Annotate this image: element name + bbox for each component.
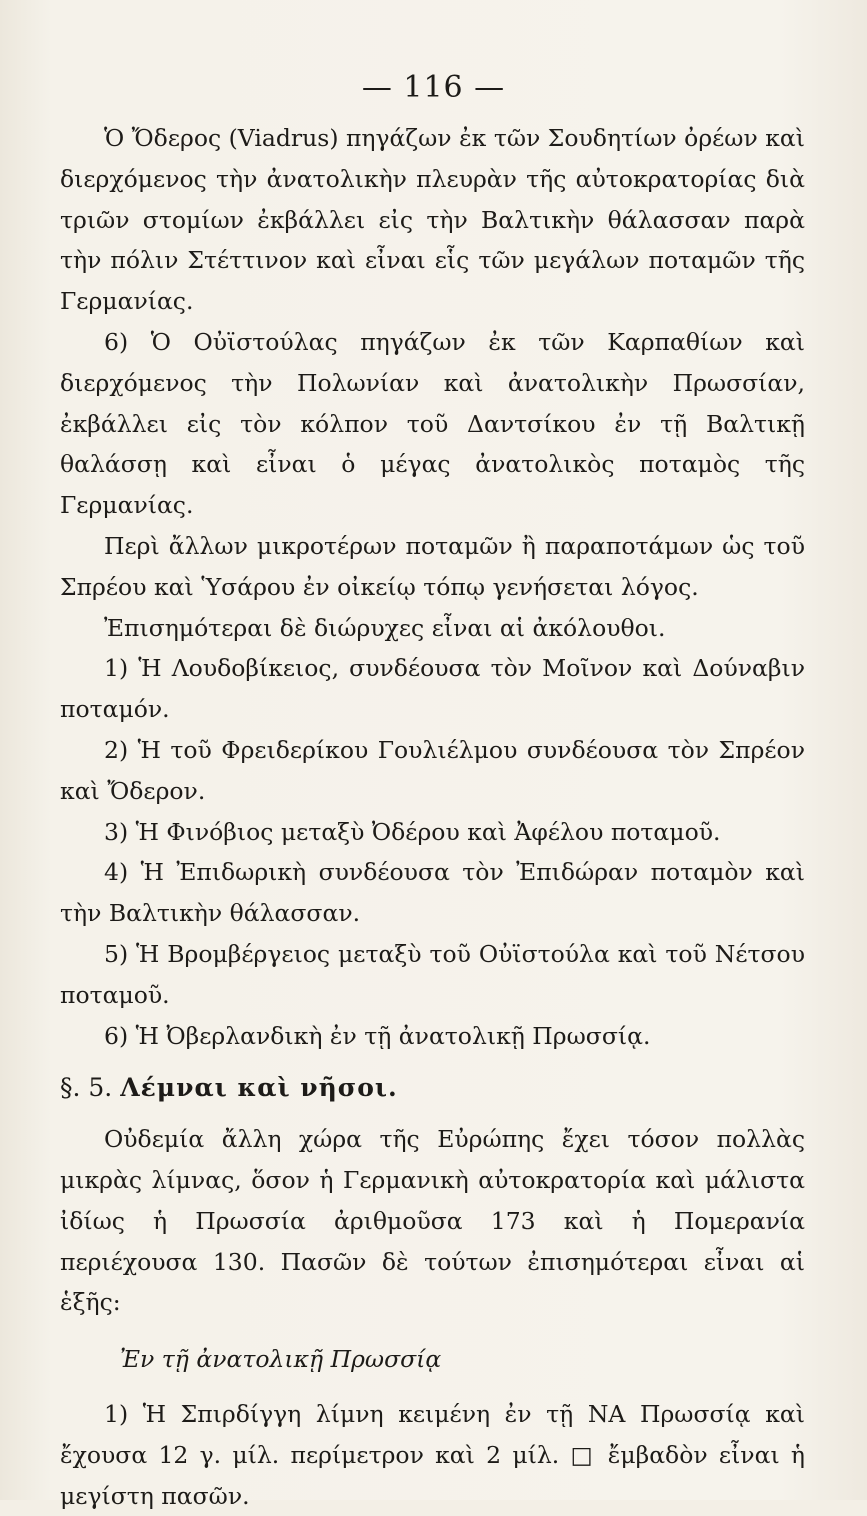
section-heading bbox=[60, 1068, 805, 1109]
canal-item-4: 4) Ἡ Ἐπιδωρικὴ συνδέουσα τὸν Ἐπιδώραν ποταμὸν καὶ τὴν Βαλτικὴν θάλασσαν. bbox=[60, 858, 805, 928]
page-body bbox=[60, 118, 805, 1516]
paragraph-lakes: Οὐδεμία ἄλλη χώρα τῆς Εὐρώπης ἔχει τόσον πολλὰς μικρὰς λίμνας, ὅσον ἡ Γερμανικὴ αὐτοκρατορία καὶ μάλιστα ἰδίως ἡ Πρωσσία ἀριθμοῦσα 173 καὶ ἡ Πομερανία περιέχουσα 130. Πασῶν δὲ τούτων ἐπισημότεραι εἶναι αἱ ἑξῆς: bbox=[60, 1125, 805, 1317]
paragraph-other-rivers: Περὶ ἄλλων μικροτέρων ποταμῶν ἢ παραποτάμων ὡς τοῦ Σπρέου καὶ Ὑσάρου ἐν οἰκείῳ τόπῳ γενήσεται λόγος. bbox=[60, 531, 805, 601]
paragraph-oder: Ὁ Ὄδερος (Viadrus) πηγάζων ἐκ τῶν Σουδητίων ὀρέων καὶ διερχόμενος τὴν ἀνατολικὴν πλευρὰν τῆς αὐτοκρατορίας διὰ τριῶν στομίων ἐκβάλλει εἰς τὴν Βαλτικὴν θάλασσαν παρὰ τὴν πόλιν Στέττινον καὶ εἶναι εἷς τῶν μεγάλων ποταμῶν τῆς Γερμανίας. bbox=[60, 124, 805, 316]
paragraph-vistula: 6) Ὁ Οὐϊστούλας πηγάζων ἐκ τῶν Καρπαθίων καὶ διερχόμενος τὴν Πολωνίαν καὶ ἀνατολικὴν Πρωσσίαν, ἐκβάλλει εἰς τὸν κόλπον τοῦ Δαντσίκου ἐν τῇ Βαλτικῇ θαλάσσῃ καὶ εἶναι ὁ μέγας ἀνατολικὸς ποταμὸς τῆς Γερμανίας. bbox=[60, 327, 805, 520]
section-title: Λέμναι καὶ νῆσοι. bbox=[120, 1073, 398, 1103]
canal-item-6: 6) Ἡ Ὀβερλανδικὴ ἐν τῇ ἀνατολικῇ Πρωσσίᾳ. bbox=[104, 1021, 651, 1050]
canal-item-3: 3) Ἡ Φινόβιος μεταξὺ Ὀδέρου καὶ Ἀφέλου ποταμοῦ. bbox=[104, 817, 721, 846]
canal-item-1: 1) Ἡ Λουδοβίκειος, συνδέουσα τὸν Μοῖνον καὶ Δούναβιν ποταμόν. bbox=[60, 654, 805, 724]
canal-item-5: 5) Ἡ Βρομβέργειος μεταξὺ τοῦ Οὐϊστούλα καὶ τοῦ Νέτσου ποταμοῦ. bbox=[60, 939, 805, 1009]
section-number: §. 5. bbox=[60, 1073, 113, 1103]
canal-item-2: 2) Ἡ τοῦ Φρειδερίκου Γουλιέλμου συνδέουσα τὸν Σπρέον καὶ Ὄδερον. bbox=[60, 735, 805, 805]
subheading-east-prussia: Ἐν τῇ ἀνατολικῇ Πρωσσίᾳ bbox=[120, 1345, 442, 1374]
paragraph-canals-intro: Ἐπισημότεραι δὲ διώρυχες εἶναι αἱ ἀκόλουθοι. bbox=[104, 613, 666, 642]
lake-item-1: 1) Ἡ Σπιρδίγγη λίμνη κειμένη ἐν τῇ ΝΑ Πρωσσίᾳ καὶ ἔχουσα 12 γ. μίλ. περίμετρον καὶ 2 μίλ. □ ἔμβαδὸν εἶναι ἡ μεγίστη πασῶν. bbox=[60, 1399, 805, 1510]
page-number: — 116 — bbox=[361, 70, 506, 105]
